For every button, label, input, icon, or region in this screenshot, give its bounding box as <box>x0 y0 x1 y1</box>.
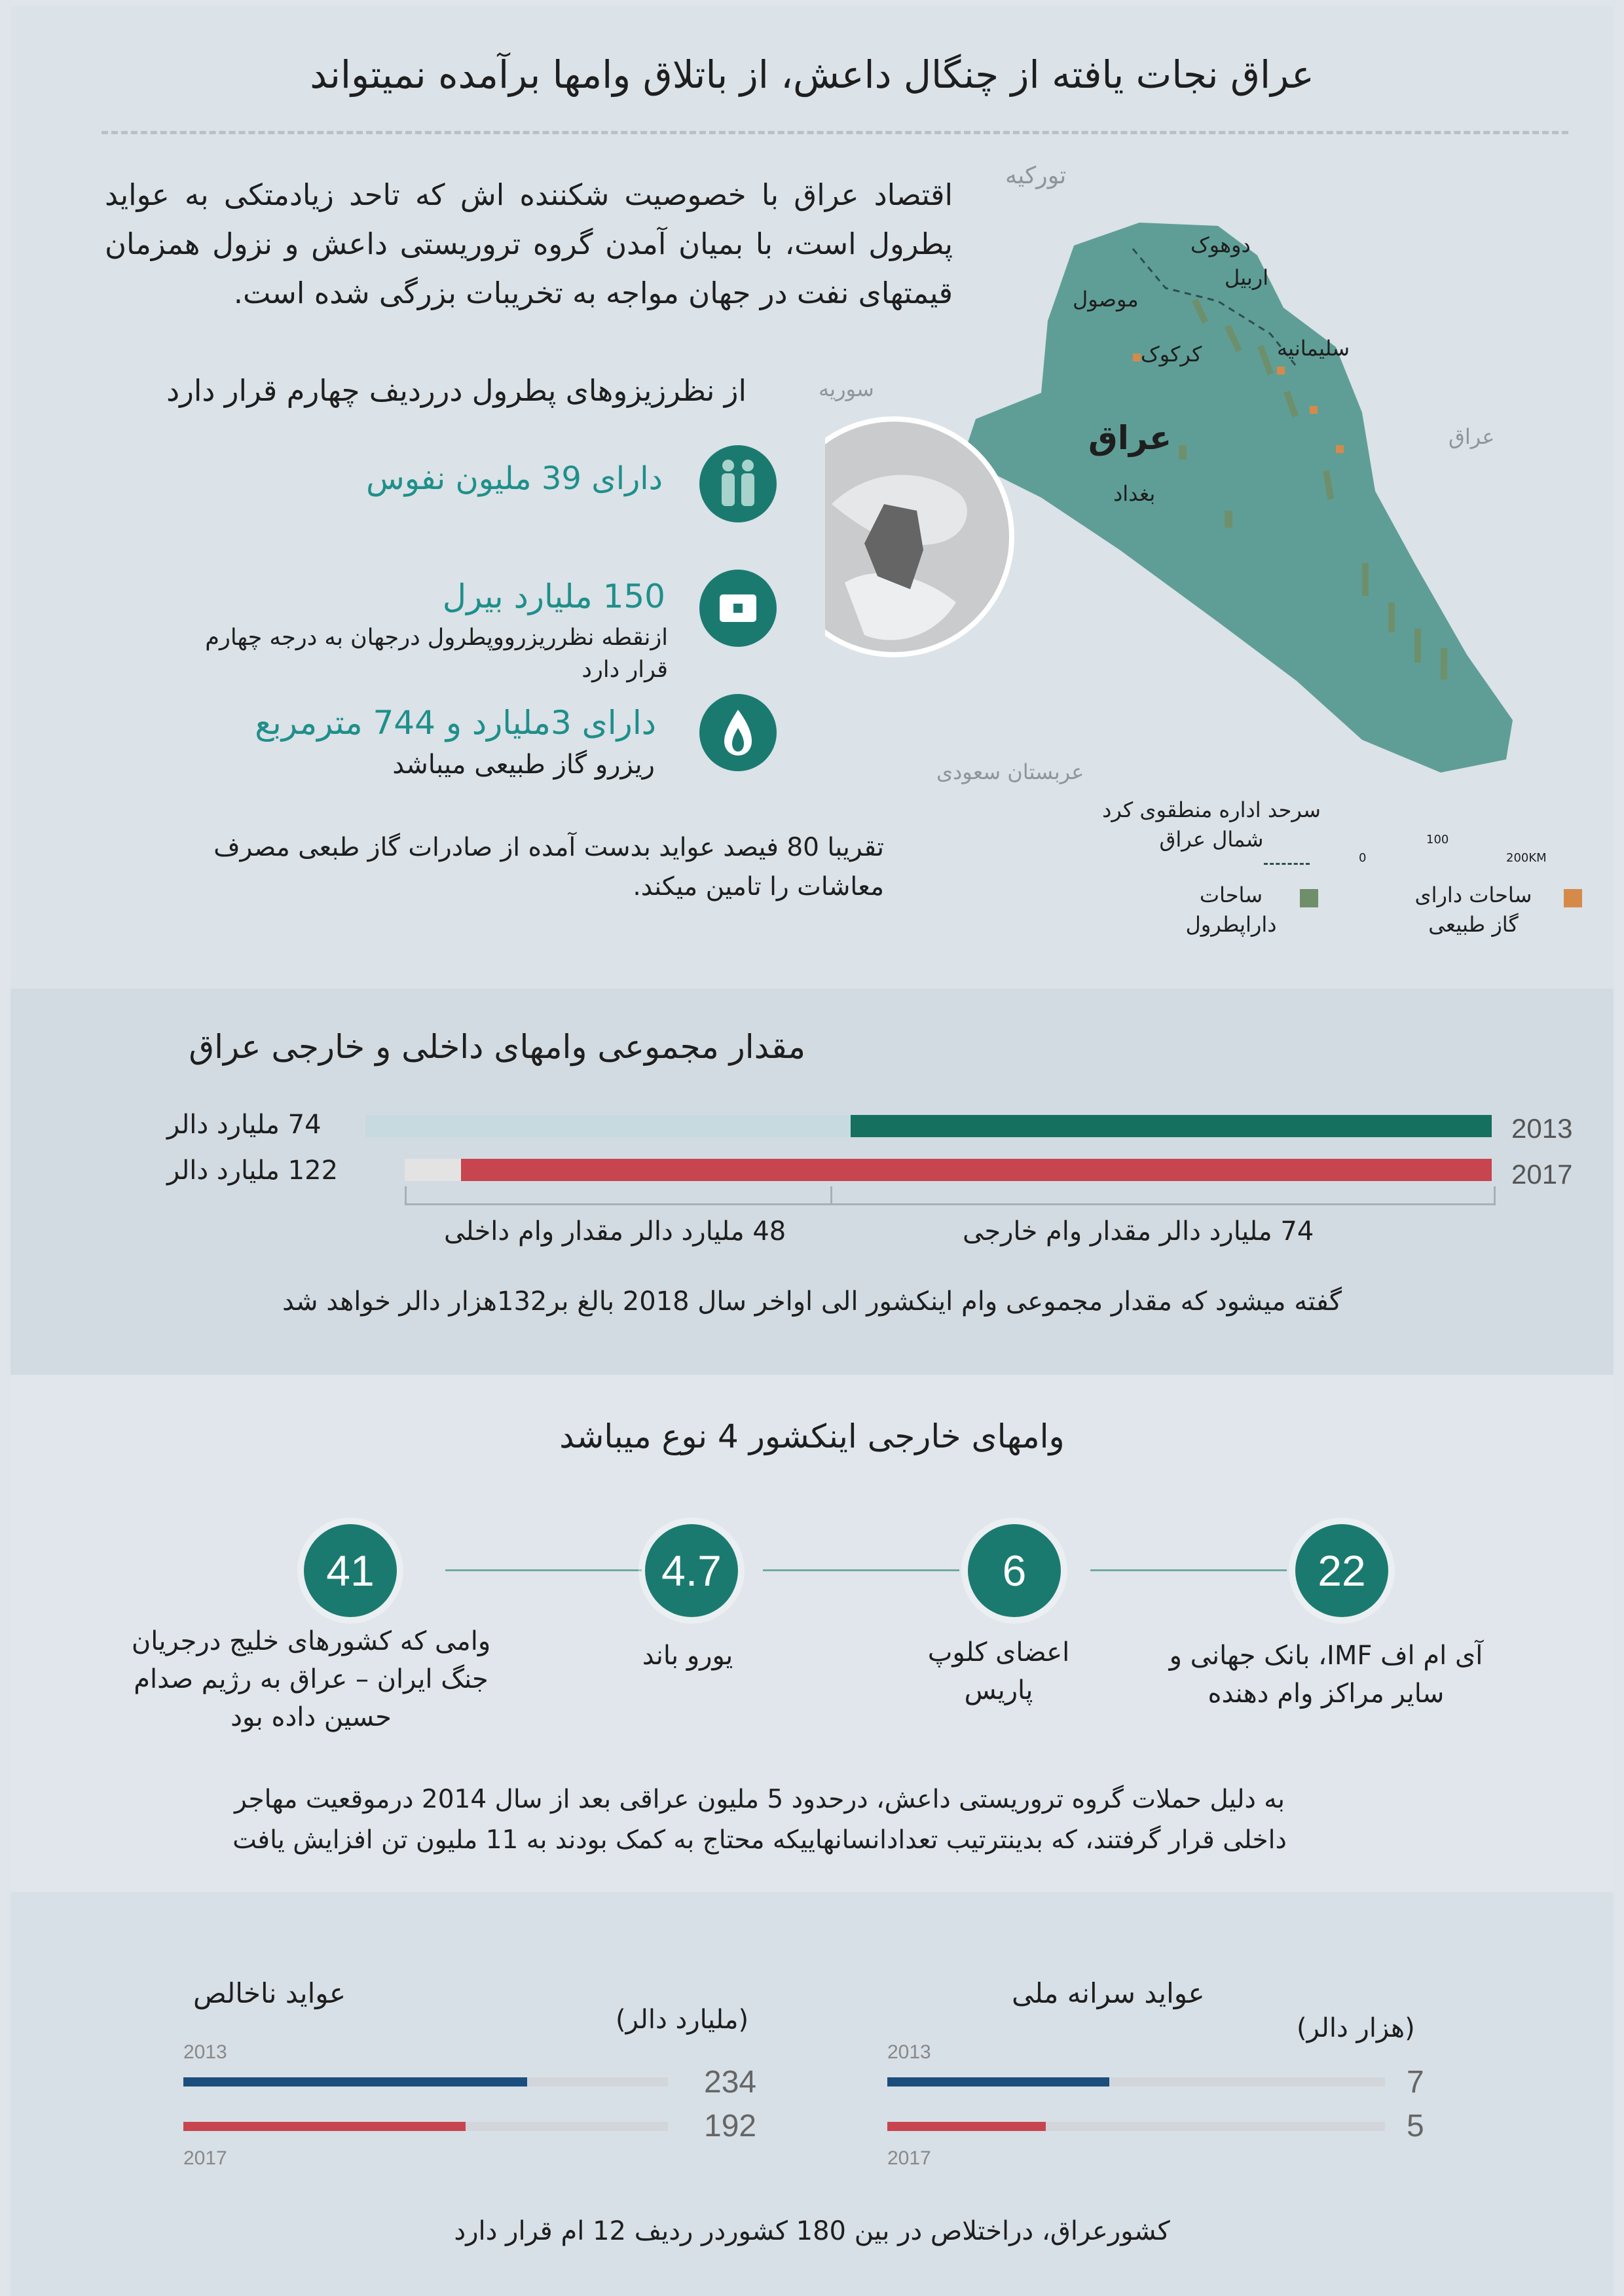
map-city-erbil: اربیل <box>1225 265 1269 290</box>
page-title: عراق نجات یافته از چنگال داعش، از باتلاق وامها برآمده نمیتواند <box>310 52 1314 97</box>
debt-domestic-label: 48 ملیارد دالر مقدار وام داخلی <box>444 1216 786 1247</box>
gdp-value-2017: 192 <box>704 2109 757 2143</box>
map-country-label: عراق <box>1088 419 1172 457</box>
loan-value-eurobond: 4.7 <box>645 1524 738 1617</box>
ranking-statement: از نظرزیزوهای پطرول درردیف چهارم قرار دارد <box>166 373 747 408</box>
legend-oil-swatch <box>1300 889 1318 907</box>
map-city-baghdad: بغداد <box>1113 481 1156 506</box>
loan-connector-2 <box>763 1569 959 1571</box>
corruption-note: کشورعراق، دراختلاص در بین 180 کشوردر ردیف 12 ام قرار دارد <box>454 2216 1170 2246</box>
debt-2017-gap-bar <box>405 1159 461 1181</box>
loan-label-eurobond: یورو باند <box>642 1641 733 1671</box>
legend-oil-label: ساحات داراپطرول <box>1185 883 1277 937</box>
foreign-loans-title: وامهای خارجی اینکشور 4 نوع میباشد <box>559 1417 1065 1455</box>
legend-scale-max: 200KM <box>1506 851 1547 865</box>
stat-oil-detail: ازنقطه نظرریزرووپطرول درجهان به درجه چهارم قرار دارد <box>205 625 668 683</box>
gdp-bar-2017 <box>183 2122 466 2131</box>
people-icon <box>715 458 761 510</box>
debt-2017-total-bar <box>461 1159 1492 1181</box>
oil-barrel-icon <box>718 591 758 626</box>
debt-title: مقدار مجموعی وامهای داخلی و خارجی عراق <box>189 1028 805 1066</box>
debt-2013-total: 74 ملیارد دالر <box>167 1110 322 1140</box>
iraq-map <box>825 196 1572 812</box>
per-capita-bar-2017 <box>887 2122 1046 2131</box>
gdp-year-2017: 2017 <box>183 2147 227 2169</box>
loan-connector-1 <box>445 1569 642 1571</box>
legend-gas-label: ساحات دارای گاز طبیعی <box>1414 883 1532 937</box>
stat-people-badge <box>699 445 777 522</box>
debt-bracket-split <box>830 1186 832 1203</box>
per-capita-title: عواید سرانه ملی <box>1012 1977 1205 2009</box>
gas-flame-icon <box>722 708 754 757</box>
map-neighbor-saudi: عربستان سعودی <box>936 759 1084 784</box>
map-city-mosul: موصول <box>1073 287 1139 312</box>
loan-connector-3 <box>1090 1569 1287 1571</box>
stat-gas-headline: دارای 3ملیارد و 744 مترمربع <box>255 704 656 742</box>
stat-population: دارای 39 ملیون نفوس <box>366 460 663 497</box>
per-capita-value-2013: 7 <box>1407 2065 1424 2100</box>
gdp-year-2013: 2013 <box>183 2041 227 2063</box>
gdp-value-2013: 234 <box>704 2065 757 2100</box>
per-capita-year-2017: 2017 <box>887 2147 931 2169</box>
debt-forecast-note: گفته میشود که مقدار مجموعی وام اینکشور الی اواخر سال 2018 بالغ بر132هزار دالر خواهد شد <box>282 1286 1342 1317</box>
gdp-bar-2013 <box>183 2077 527 2086</box>
loan-value-gulf: 41 <box>304 1524 397 1617</box>
map-city-kirkuk: کرکوک <box>1141 342 1202 367</box>
loan-value-paris-club: 6 <box>968 1524 1061 1617</box>
debt-external-label: 74 ملیارد دالر مقدار وام خارجی <box>963 1216 1314 1247</box>
gas-exports-note: تقریبا 80 فیصد عواید بدست آمده از صادرات گاز طبعی مصرف معاشات را تامین میکند. <box>213 833 884 902</box>
stat-oil-headline: 150 ملیارد بیرل <box>442 577 665 615</box>
map-neighbor-syria: سوریه <box>819 376 874 401</box>
map-neighbor-iran: عراق <box>1449 424 1495 449</box>
gdp-title: عواید ناخالص <box>193 1977 346 2009</box>
per-capita-bar-2013 <box>887 2077 1109 2086</box>
displacement-note: به دلیل حملات گروه تروریستی داعش، درحدود 5 ملیون عراقی بعد از سال 2014 درموقعیت مهاجر داخلی قرار گرفتند، که بدینترتیب تعدادانسانهاییکه محتاج به کمک بودند به 11 ملیون تن افزایش یافت <box>232 1785 1287 1855</box>
legend-gas-swatch <box>1564 889 1582 907</box>
map-neighbor-turkey: تورکیه <box>1005 162 1067 189</box>
debt-year-2013: 2013 <box>1511 1113 1573 1144</box>
debt-2013-domestic-bar <box>365 1115 851 1137</box>
debt-2017-total: 122 ملیارد دالر <box>167 1156 339 1186</box>
debt-2013-external-bar <box>851 1115 1492 1137</box>
title-divider <box>101 131 1568 134</box>
legend-scale-mid: 100 <box>1426 833 1449 847</box>
per-capita-unit: (هزار دالر) <box>1297 2013 1415 2043</box>
map-city-dohuk: دوهوک <box>1190 232 1251 257</box>
stat-gas-detail: ریزرو گاز طبیعی میباشد <box>392 750 655 780</box>
debt-bracket <box>405 1186 1496 1205</box>
legend-border-label: سرحد اداره منطقوی کرد شمال عراق <box>1102 797 1321 852</box>
intro-paragraph: اقتصاد عراق با خصوصیت شکننده اش که تاحد زیادمتکی به عواید پطرول است، با بمیان آمدن گروه تروریستی داعش و نزول همزمان قیمتهای نفت در جهان مواجه به تخریبات بزرگی شده است. <box>105 177 953 311</box>
map-city-sulaymaniyah: سلیمانیه <box>1277 336 1350 361</box>
iraq-shape <box>963 223 1513 773</box>
loan-label-gulf: وامی که کشورهای خلیج درجریان جنگ ایران – عراق به رژیم صدام حسین داده بود <box>131 1626 491 1732</box>
stat-gas-badge <box>699 694 777 771</box>
debt-year-2017: 2017 <box>1511 1159 1573 1190</box>
stat-oil-badge <box>699 570 777 647</box>
legend-border-swatch <box>1264 863 1310 865</box>
loan-label-imf: آی ام اف IMF، بانک جهانی و سایر مراکز وام دهنده <box>1169 1641 1483 1709</box>
legend-scale-zero: 0 <box>1359 851 1367 865</box>
loan-label-paris-club: اعضای کلوپ پاریس <box>927 1637 1070 1705</box>
per-capita-year-2013: 2013 <box>887 2041 931 2063</box>
gdp-unit: (ملیارد دالر) <box>616 2005 749 2035</box>
loan-value-imf: 22 <box>1295 1524 1388 1617</box>
per-capita-value-2017: 5 <box>1407 2109 1424 2143</box>
